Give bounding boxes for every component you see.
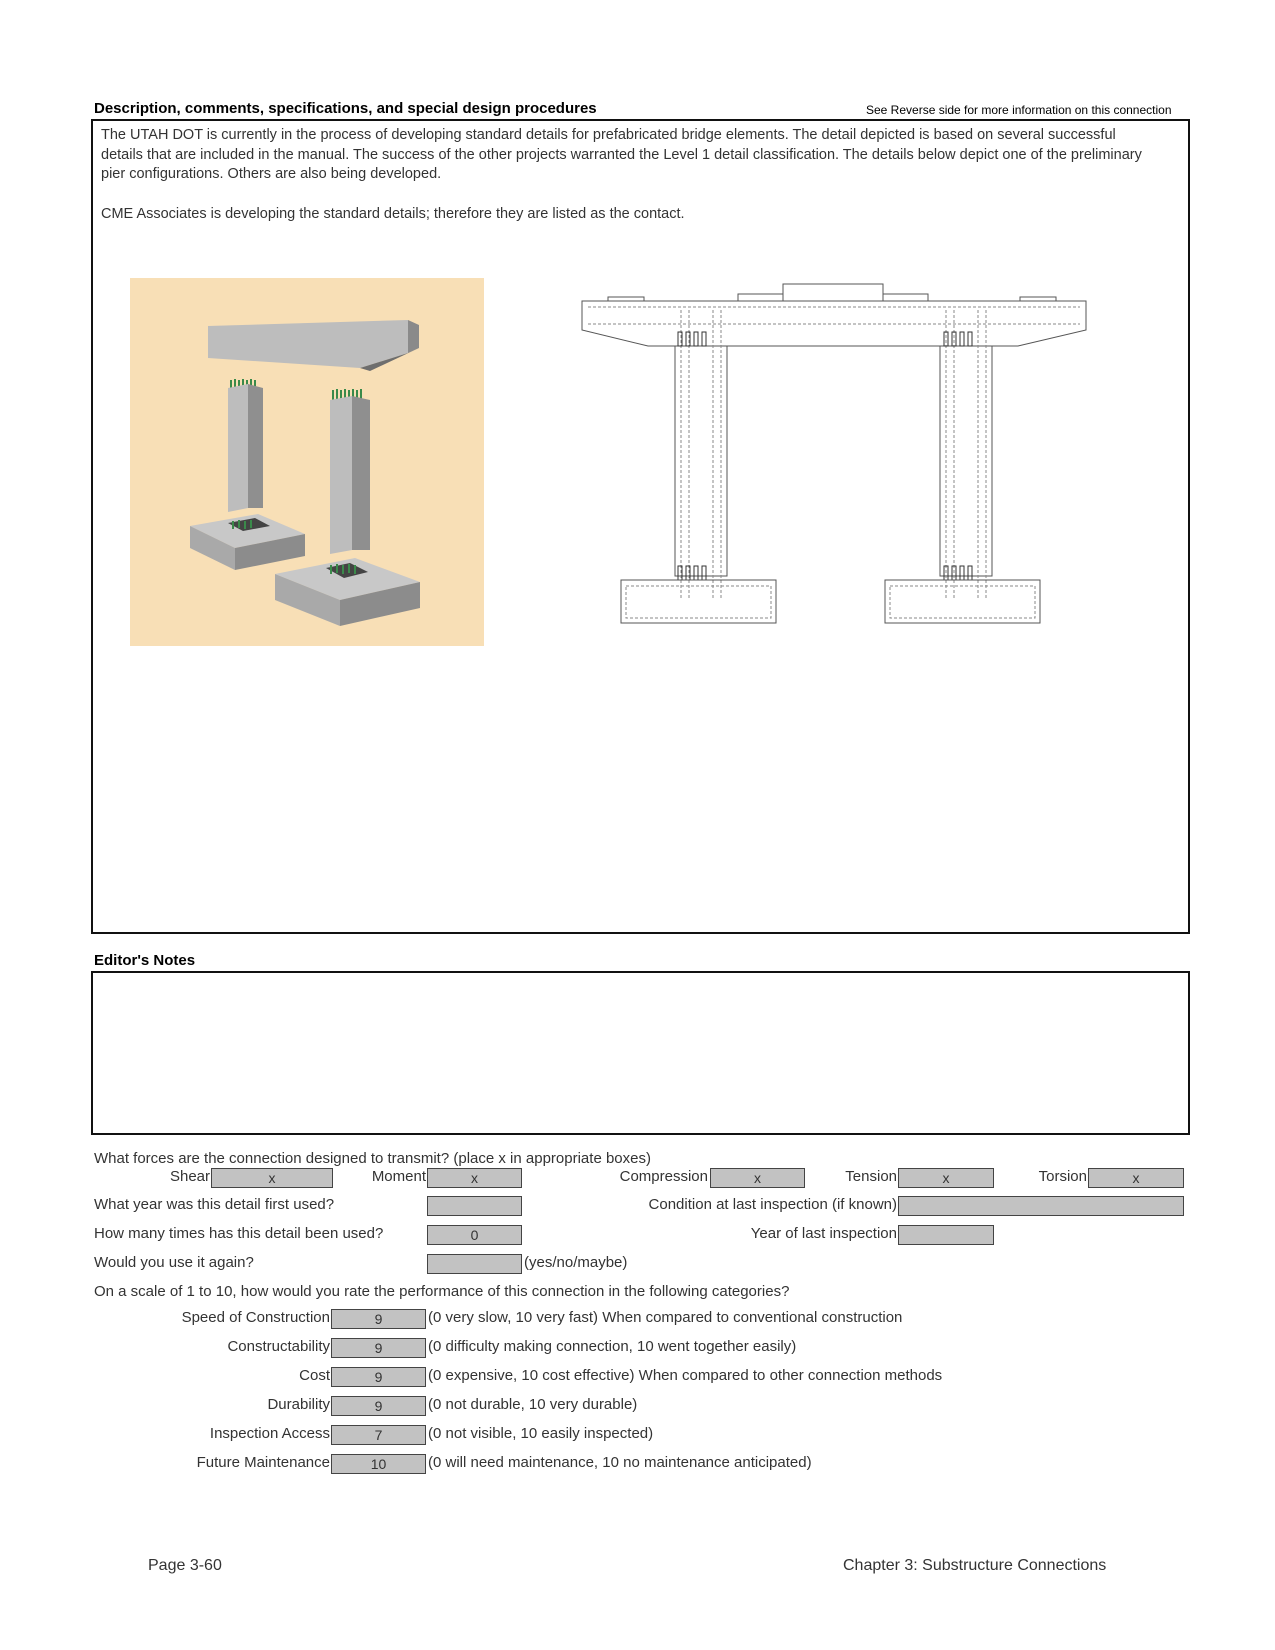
rating-hint-speed: (0 very slow, 10 very fast) When compared to conventional construction [428, 1309, 903, 1326]
rating-label-future-maintenance: Future Maintenance [196, 1454, 330, 1471]
rating-hint-future-maintenance: (0 will need maintenance, 10 no maintenance anticipated) [428, 1454, 812, 1471]
editors-notes-title: Editor's Notes [94, 952, 196, 969]
first-used-field[interactable] [427, 1196, 522, 1216]
rating-label-durability: Durability [267, 1396, 330, 1413]
condition-field[interactable] [898, 1196, 1184, 1216]
rating-label-inspection-access: Inspection Access [209, 1425, 330, 1442]
tension-field[interactable]: x [898, 1168, 994, 1188]
compression-label: Compression [619, 1168, 708, 1185]
rating-label-constructability: Constructability [227, 1338, 330, 1355]
shear-label: Shear [169, 1168, 210, 1185]
rating-hint-constructability: (0 difficulty making connection, 10 went together easily) [428, 1338, 797, 1355]
rating-field-cost[interactable]: 9 [331, 1367, 426, 1387]
torsion-label: Torsion [1038, 1168, 1087, 1185]
rating-hint-cost: (0 expensive, 10 cost effective) When compared to other connection methods [428, 1367, 943, 1384]
rating-field-durability[interactable]: 9 [331, 1396, 426, 1416]
shear-field[interactable]: x [211, 1168, 333, 1188]
times-used-field[interactable]: 0 [427, 1225, 522, 1245]
times-used-label: How many times has this detail been used? [94, 1225, 384, 1242]
year-inspection-field[interactable] [898, 1225, 994, 1245]
condition-label: Condition at last inspection (if known) [648, 1196, 897, 1213]
moment-field[interactable]: x [427, 1168, 522, 1188]
page-number: Page 3-60 [148, 1557, 222, 1574]
torsion-field[interactable]: x [1088, 1168, 1184, 1188]
rating-hint-inspection-access: (0 not visible, 10 easily inspected) [428, 1425, 654, 1442]
first-used-label: What year was this detail first used? [94, 1196, 335, 1213]
rating-field-future-maintenance[interactable]: 10 [331, 1454, 426, 1474]
forces-question: What forces are the connection designed to transmit? (place x in appropriate boxes) [94, 1150, 651, 1167]
rating-label-cost: Cost [299, 1367, 330, 1384]
chapter-title: Chapter 3: Substructure Connections [843, 1557, 1107, 1574]
year-inspection-label: Year of last inspection [750, 1225, 897, 1242]
pier-elevation-drawing [578, 280, 1090, 638]
rating-label-speed: Speed of Construction [181, 1309, 330, 1326]
moment-label: Moment [371, 1168, 426, 1185]
rating-field-speed[interactable]: 9 [331, 1309, 426, 1329]
rating-hint-durability: (0 not durable, 10 very durable) [428, 1396, 638, 1413]
use-again-hint: (yes/no/maybe) [524, 1254, 628, 1271]
reverse-side-note: See Reverse side for more information on this connection [866, 103, 1172, 117]
compression-field[interactable]: x [710, 1168, 805, 1188]
description-title: Description, comments, specifications, and special design procedures [94, 100, 597, 117]
rating-field-inspection-access[interactable]: 7 [331, 1425, 426, 1445]
editors-notes-box[interactable] [91, 971, 1190, 1135]
pier-3d-rendering [130, 278, 484, 646]
ratings-question: On a scale of 1 to 10, how would you rate the performance of this connection in the following categories? [94, 1283, 790, 1300]
rating-field-constructability[interactable]: 9 [331, 1338, 426, 1358]
description-text [101, 126, 1161, 244]
use-again-field[interactable] [427, 1254, 522, 1274]
tension-label: Tension [845, 1168, 897, 1185]
description-paragraph-1: The UTAH DOT is currently in the process of developing standard details for prefabricated bridge elements. The detail depicted is based on several successful details that are included in the manual. The success of the other projects warranted the Level 1 detail classification. The details below depict one of the preliminary pier configurations. Others are also being developed. [101, 127, 1142, 182]
description-paragraph-2: CME Associates is developing the standard details; therefore they are listed as the contact. [101, 205, 685, 222]
use-again-label: Would you use it again? [94, 1254, 254, 1271]
